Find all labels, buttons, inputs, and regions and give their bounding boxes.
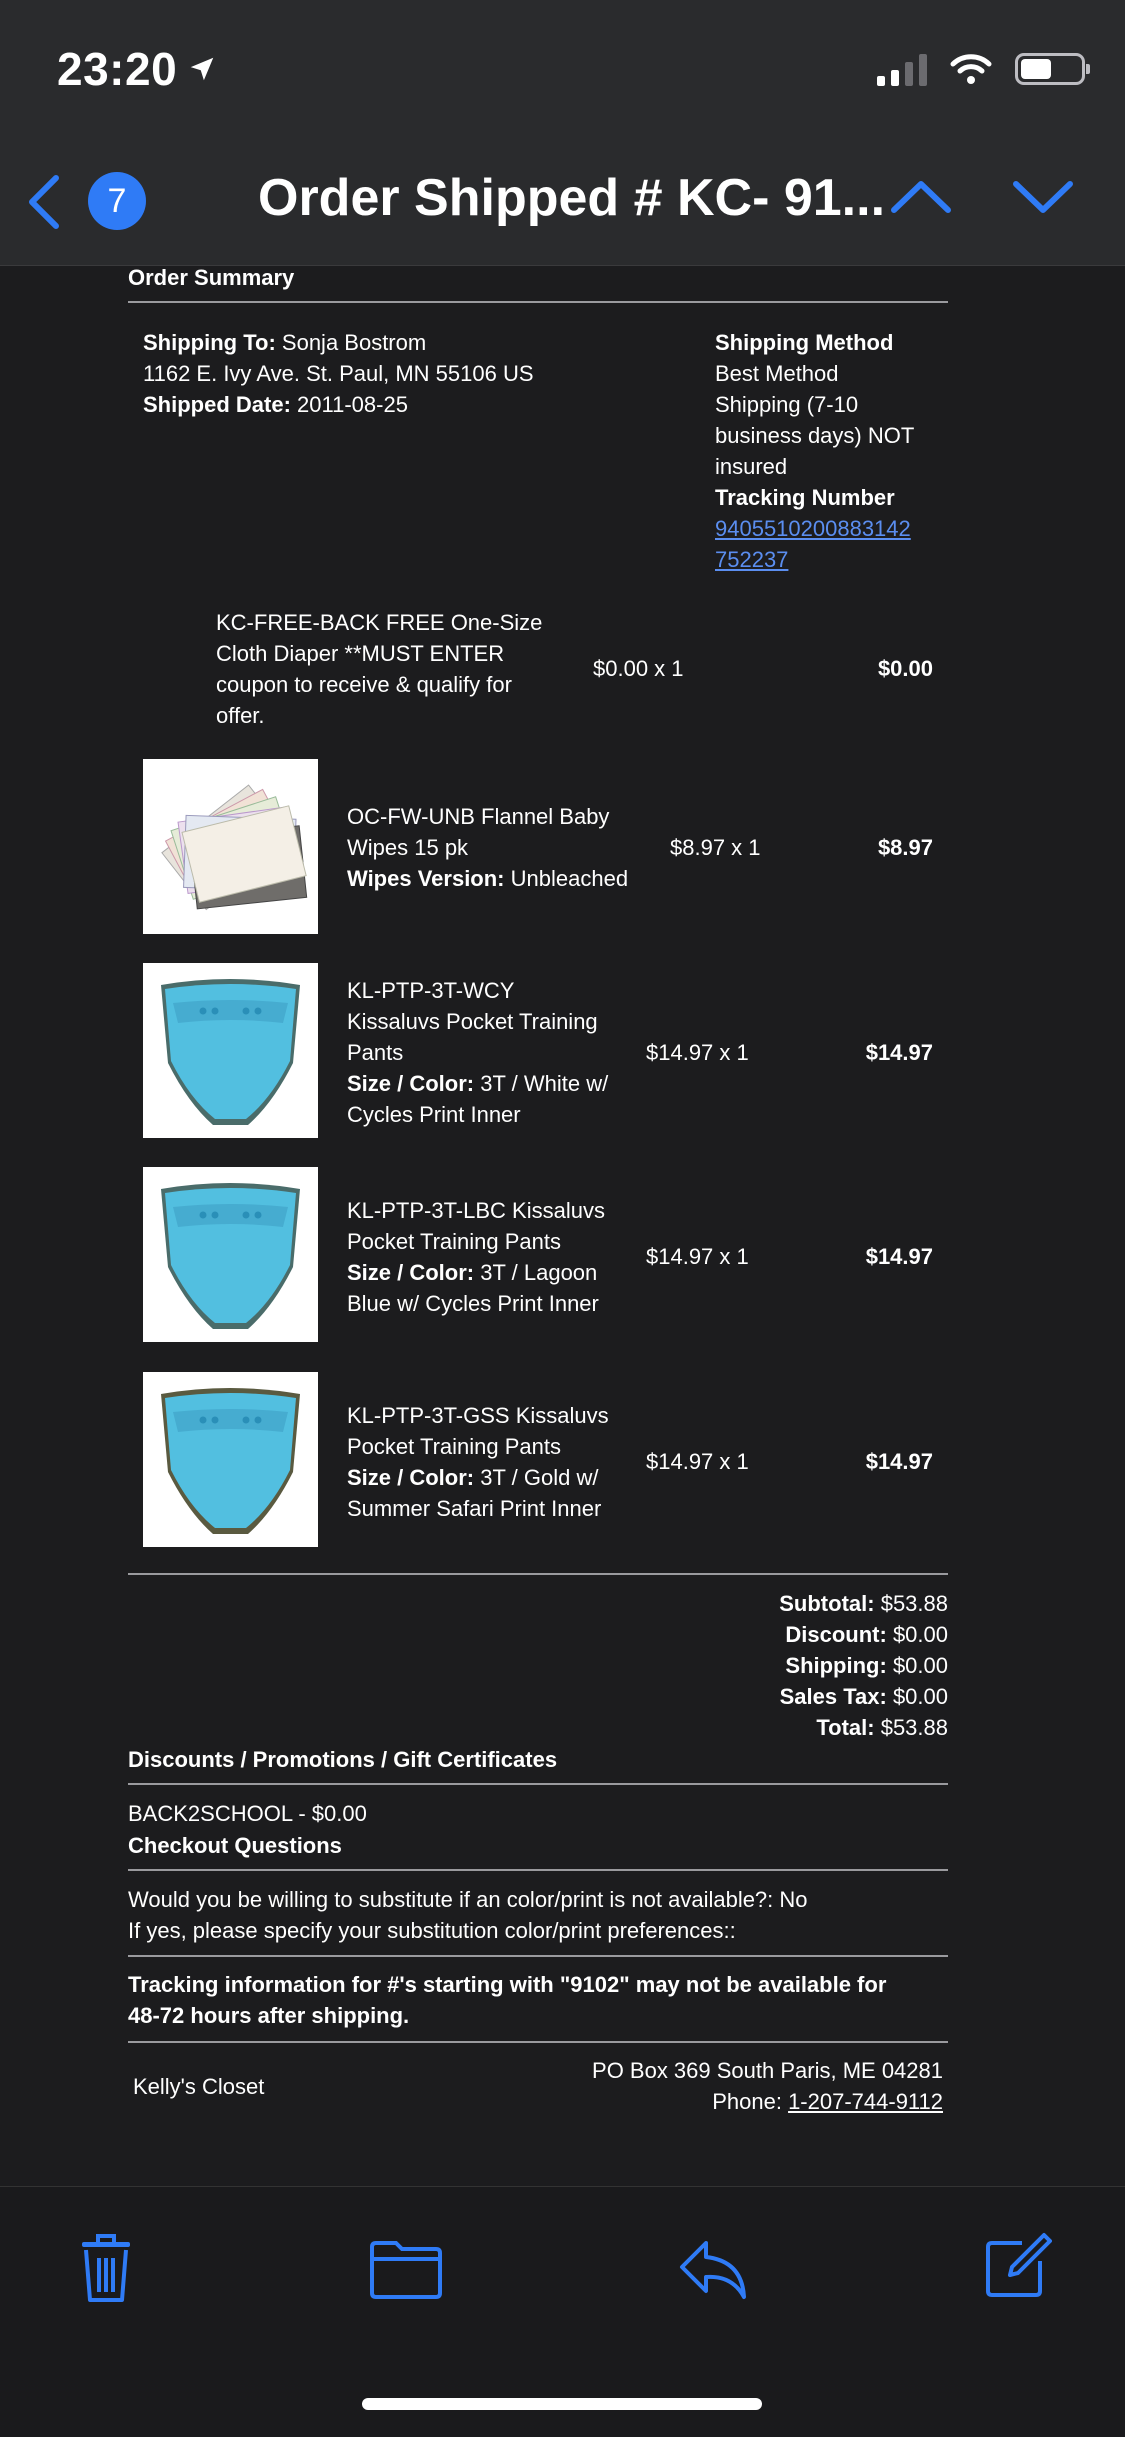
email-body (0, 265, 1125, 2185)
folder-icon[interactable] (368, 2239, 444, 2301)
wifi-icon (949, 52, 993, 86)
store-contact: PO Box 369 South Paris, ME 04281 Phone: 1-207-744-9112 (592, 2058, 943, 2114)
compose-icon[interactable] (982, 2231, 1052, 2301)
divider (128, 1869, 948, 1871)
product-image-training-pants[interactable] (143, 1372, 318, 1547)
order-totals: Subtotal: $53.88 Discount: $0.00 Shipping: $0.00 Sales Tax: $0.00 Total: $53.88 (779, 1591, 948, 1740)
product-image-training-pants[interactable] (143, 963, 318, 1138)
tracking-notice: Tracking information for #'s starting with "9102" may not be available for 48-72 hours after shipping. (128, 1972, 887, 2028)
status-indicators (877, 52, 1085, 86)
previous-message-icon[interactable] (888, 174, 954, 218)
line-item-qty-price: $14.97 x 1 (646, 1244, 749, 1269)
tracking-number-link[interactable]: 9405510200883142 752237 (715, 516, 911, 572)
line-item-qty-price: $14.97 x 1 (646, 1449, 749, 1474)
line-item-total: $14.97 (865, 1040, 933, 1065)
line-item-description: KL-PTP-3T-LBC Kissaluvs Pocket Training Pants Size / Color: 3T / Lagoon Blue w/ Cycles Print Inner (347, 1198, 605, 1316)
training-pants-photo (143, 1167, 318, 1342)
home-indicator[interactable] (362, 2398, 762, 2410)
discount-entry: BACK2SCHOOL - $0.00 (128, 1801, 367, 1826)
line-item-description: OC-FW-UNB Flannel Baby Wipes 15 pk Wipes Version: Unbleached (347, 804, 629, 891)
shipping-method-block: Shipping Method Best Method Shipping (7-10 business days) NOT insured Tracking Number 9405510200883142 752237 (715, 327, 955, 575)
mail-nav-bar (0, 160, 1125, 250)
product-image-wipes[interactable] (143, 759, 318, 934)
message-title: Order Shipped # KC- 91... (258, 169, 886, 227)
line-item-total: $14.97 (865, 1449, 933, 1474)
checkout-questions-heading: Checkout Questions (128, 1833, 342, 1858)
line-item-total: $0.00 (877, 656, 933, 681)
divider (128, 1573, 948, 1575)
line-item-qty-price: $14.97 x 1 (646, 1040, 749, 1065)
status-time: 23:20 (57, 42, 217, 96)
battery-icon (1015, 53, 1085, 85)
product-image-training-pants[interactable] (143, 1167, 318, 1342)
line-item-description: KL-PTP-3T-GSS Kissaluvs Pocket Training Pants Size / Color: 3T / Gold w/ Summer Safari Print Inner (347, 1403, 609, 1521)
training-pants-photo (143, 963, 318, 1138)
training-pants-photo (143, 1372, 318, 1547)
phone-link[interactable]: 1-207-744-9112 (788, 2089, 943, 2114)
shipping-to-block: Shipping To: Sonja Bostrom 1162 E. Ivy Ave. St. Paul, MN 55106 US Shipped Date: 2011-08-25 (143, 330, 534, 417)
back-chevron-icon[interactable] (22, 172, 66, 232)
next-message-icon[interactable] (1010, 174, 1076, 218)
unread-count-badge[interactable]: 7 (88, 172, 146, 230)
order-summary-heading: Order Summary (128, 265, 295, 290)
line-item-total: $14.97 (865, 1244, 933, 1269)
line-item-total: $8.97 (877, 835, 933, 860)
divider (128, 2041, 948, 2043)
store-name: Kelly's Closet (133, 2074, 265, 2099)
line-item-description: KC-FREE-BACK FREE One-Size Cloth Diaper **MUST ENTER coupon to receive & qualify for offer. (216, 610, 543, 728)
line-item-qty-price: $0.00 x 1 (593, 656, 684, 681)
reply-icon[interactable] (676, 2237, 750, 2303)
wipes-photo (143, 759, 318, 934)
divider (128, 1783, 948, 1785)
divider (128, 301, 948, 303)
line-item-description: KL-PTP-3T-WCY Kissaluvs Pocket Training Pants Size / Color: 3T / White w/ Cycles Print Inner (347, 978, 609, 1127)
line-item-qty-price: $8.97 x 1 (670, 835, 761, 860)
top-bar (0, 0, 1125, 266)
trash-icon[interactable] (76, 2232, 136, 2304)
location-arrow-icon (187, 54, 217, 84)
divider (128, 1955, 948, 1957)
checkout-answers: Would you be willing to substitute if an color/print is not available?: No If yes, please specify your substitution color/print preferences:: (128, 1887, 808, 1943)
discounts-heading: Discounts / Promotions / Gift Certificates (128, 1747, 558, 1772)
cellular-signal-icon (877, 52, 927, 86)
